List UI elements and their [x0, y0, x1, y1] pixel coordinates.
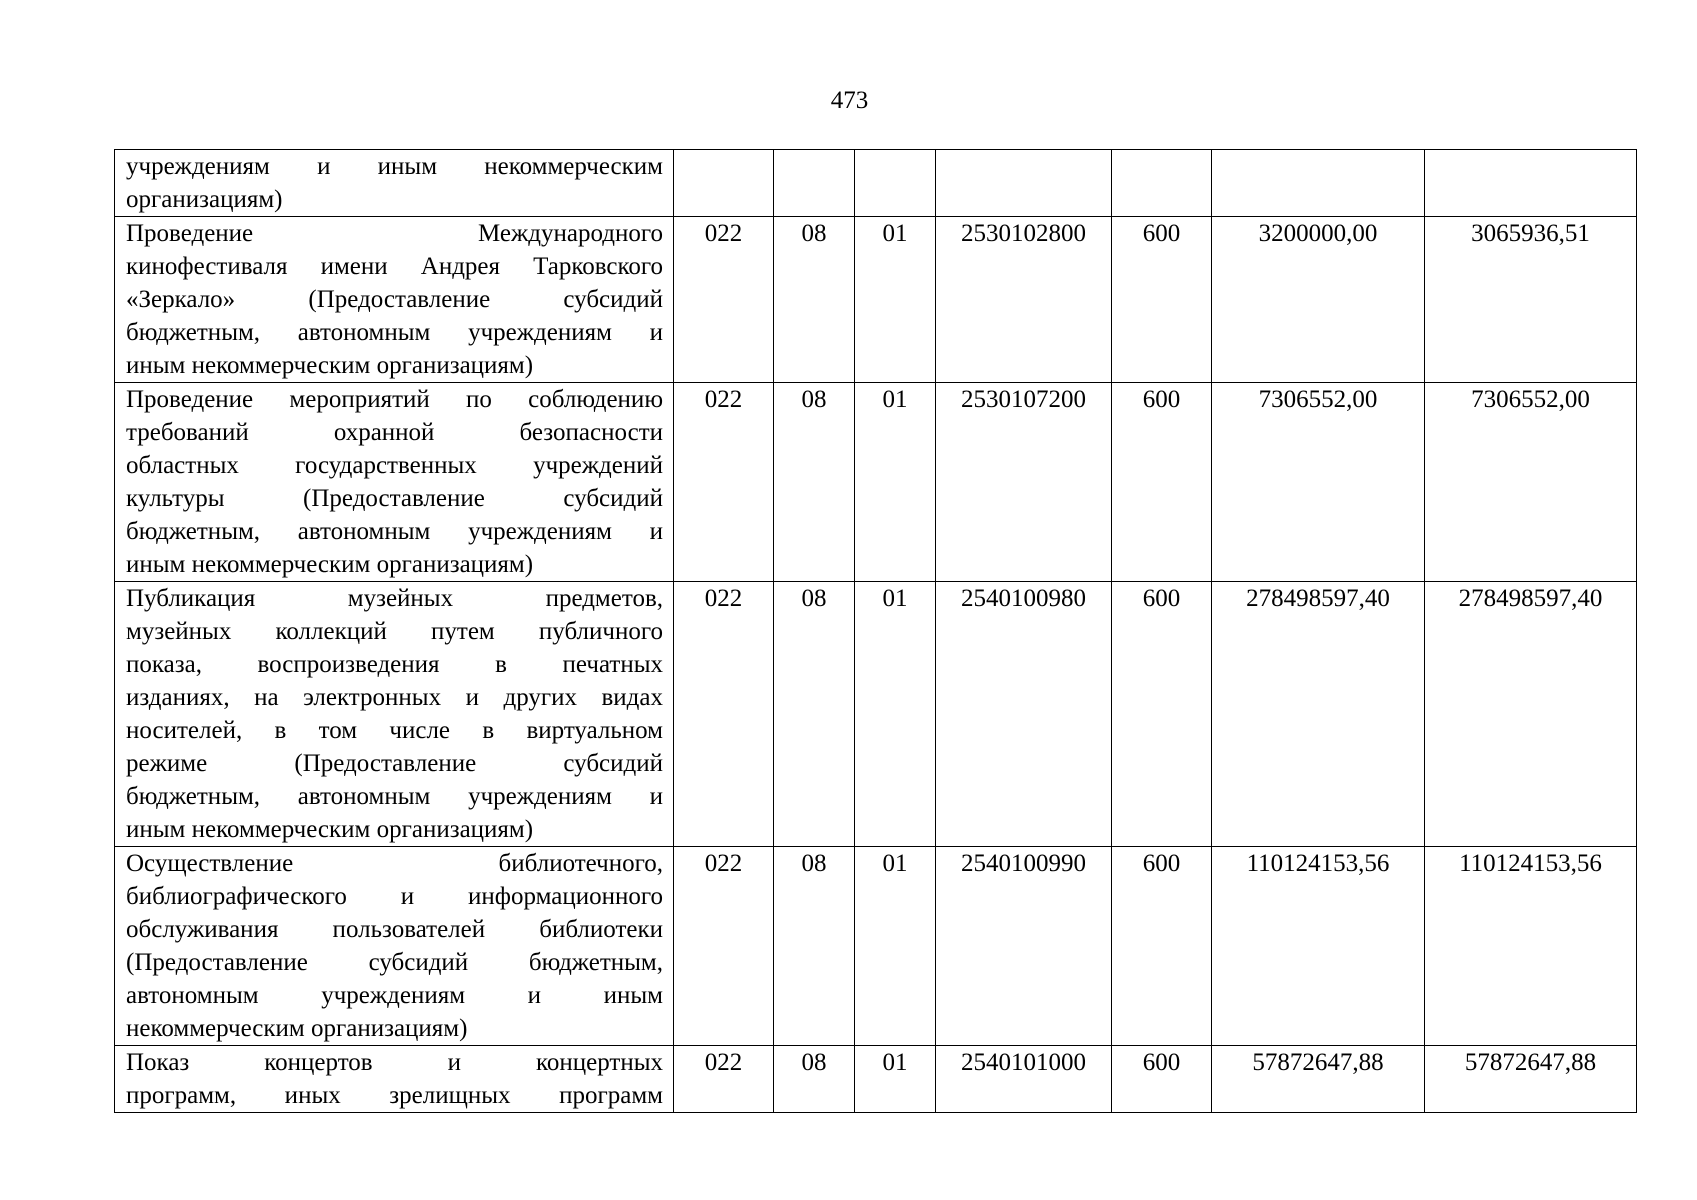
cell-plan: 278498597,40: [1212, 582, 1425, 847]
cell-csr: 2540100980: [936, 582, 1112, 847]
cell-plan: 110124153,56: [1212, 847, 1425, 1046]
expense-description: [115, 150, 674, 217]
table-row: [115, 847, 1637, 1046]
cell-vr: 600: [1112, 217, 1212, 383]
cell-podrazdel: 01: [855, 217, 936, 383]
cell-razdel: 08: [774, 217, 855, 383]
description-line: иным некоммерческим организациям): [126, 816, 534, 843]
cell-csr: [936, 150, 1112, 217]
cell-grbs: 022: [674, 383, 774, 582]
cell-podrazdel: 01: [855, 383, 936, 582]
cell-vr: 600: [1112, 1046, 1212, 1113]
expense-description: [115, 217, 674, 383]
cell-podrazdel: 01: [855, 1046, 936, 1113]
expense-description: [115, 582, 674, 847]
expense-description: [115, 383, 674, 582]
description-line: бюджетным, автономным учреждениям и: [126, 783, 663, 810]
table-row: [115, 383, 1637, 582]
cell-grbs: 022: [674, 847, 774, 1046]
table-row: [115, 1046, 1637, 1113]
description-line: бюджетным, автономным учреждениям и: [126, 518, 663, 545]
cell-plan: 3200000,00: [1212, 217, 1425, 383]
description-line: иным некоммерческим организациям): [126, 352, 534, 379]
page-number: 473: [830, 87, 869, 114]
cell-razdel: 08: [774, 582, 855, 847]
cell-csr: 2540100990: [936, 847, 1112, 1046]
cell-vr: 600: [1112, 847, 1212, 1046]
description-line: кинофестиваля имени Андрея Тарковского: [126, 253, 663, 280]
cell-csr: 2530107200: [936, 383, 1112, 582]
cell-plan: 57872647,88: [1212, 1046, 1425, 1113]
description-line: Проведение Международного: [126, 220, 663, 247]
cell-fact: 7306552,00: [1425, 383, 1637, 582]
description-line: автономным учреждениям и иным: [126, 982, 663, 1009]
cell-plan: 7306552,00: [1212, 383, 1425, 582]
description-line: бюджетным, автономным учреждениям и: [126, 319, 663, 346]
description-line: Проведение мероприятий по соблюдению: [126, 386, 663, 413]
cell-razdel: 08: [774, 847, 855, 1046]
description-line: программ, иных зрелищных программ: [126, 1082, 663, 1109]
cell-vr: [1112, 150, 1212, 217]
table-row: [115, 582, 1637, 847]
description-line: изданиях, на электронных и других видах: [126, 684, 663, 711]
cell-fact: 278498597,40: [1425, 582, 1637, 847]
description-line: Показ концертов и концертных: [126, 1049, 663, 1076]
cell-fact: 3065936,51: [1425, 217, 1637, 383]
description-line: «Зеркало» (Предоставление субсидий: [126, 286, 663, 313]
description-line: иным некоммерческим организациям): [126, 551, 534, 578]
cell-fact: 57872647,88: [1425, 1046, 1637, 1113]
description-line: музейных коллекций путем публичного: [126, 618, 663, 645]
cell-razdel: 08: [774, 383, 855, 582]
cell-csr: 2530102800: [936, 217, 1112, 383]
description-line: обслуживания пользователей библиотеки: [126, 916, 663, 943]
description-line: носителей, в том числе в виртуальном: [126, 717, 663, 744]
description-line: режиме (Предоставление субсидий: [126, 750, 663, 777]
description-line: культуры (Предоставление субсидий: [126, 485, 663, 512]
cell-grbs: 022: [674, 582, 774, 847]
description-line: показа, воспроизведения в печатных: [126, 651, 663, 678]
cell-grbs: 022: [674, 1046, 774, 1113]
description-line: (Предоставление субсидий бюджетным,: [126, 949, 663, 976]
cell-fact: 110124153,56: [1425, 847, 1637, 1046]
description-line: организациям): [126, 186, 283, 213]
cell-fact: [1425, 150, 1637, 217]
cell-plan: [1212, 150, 1425, 217]
description-line: некоммерческим организациям): [126, 1015, 468, 1042]
table-row: [115, 217, 1637, 383]
cell-vr: 600: [1112, 582, 1212, 847]
description-line: требований охранной безопасности: [126, 419, 663, 446]
cell-grbs: 022: [674, 217, 774, 383]
cell-vr: 600: [1112, 383, 1212, 582]
cell-razdel: [774, 150, 855, 217]
description-line: Публикация музейных предметов,: [126, 585, 663, 612]
expense-description: [115, 1046, 674, 1113]
cell-podrazdel: 01: [855, 847, 936, 1046]
description-line: учреждениям и иным некоммерческим: [126, 153, 663, 180]
cell-podrazdel: 01: [855, 582, 936, 847]
table-row: [115, 150, 1637, 217]
budget-table: [114, 149, 1637, 1113]
description-line: областных государственных учреждений: [126, 452, 663, 479]
description-line: библиографического и информационного: [126, 883, 663, 910]
cell-razdel: 08: [774, 1046, 855, 1113]
description-line: Осуществление библиотечного,: [126, 850, 663, 877]
cell-podrazdel: [855, 150, 936, 217]
expense-description: [115, 847, 674, 1046]
cell-grbs: [674, 150, 774, 217]
cell-csr: 2540101000: [936, 1046, 1112, 1113]
